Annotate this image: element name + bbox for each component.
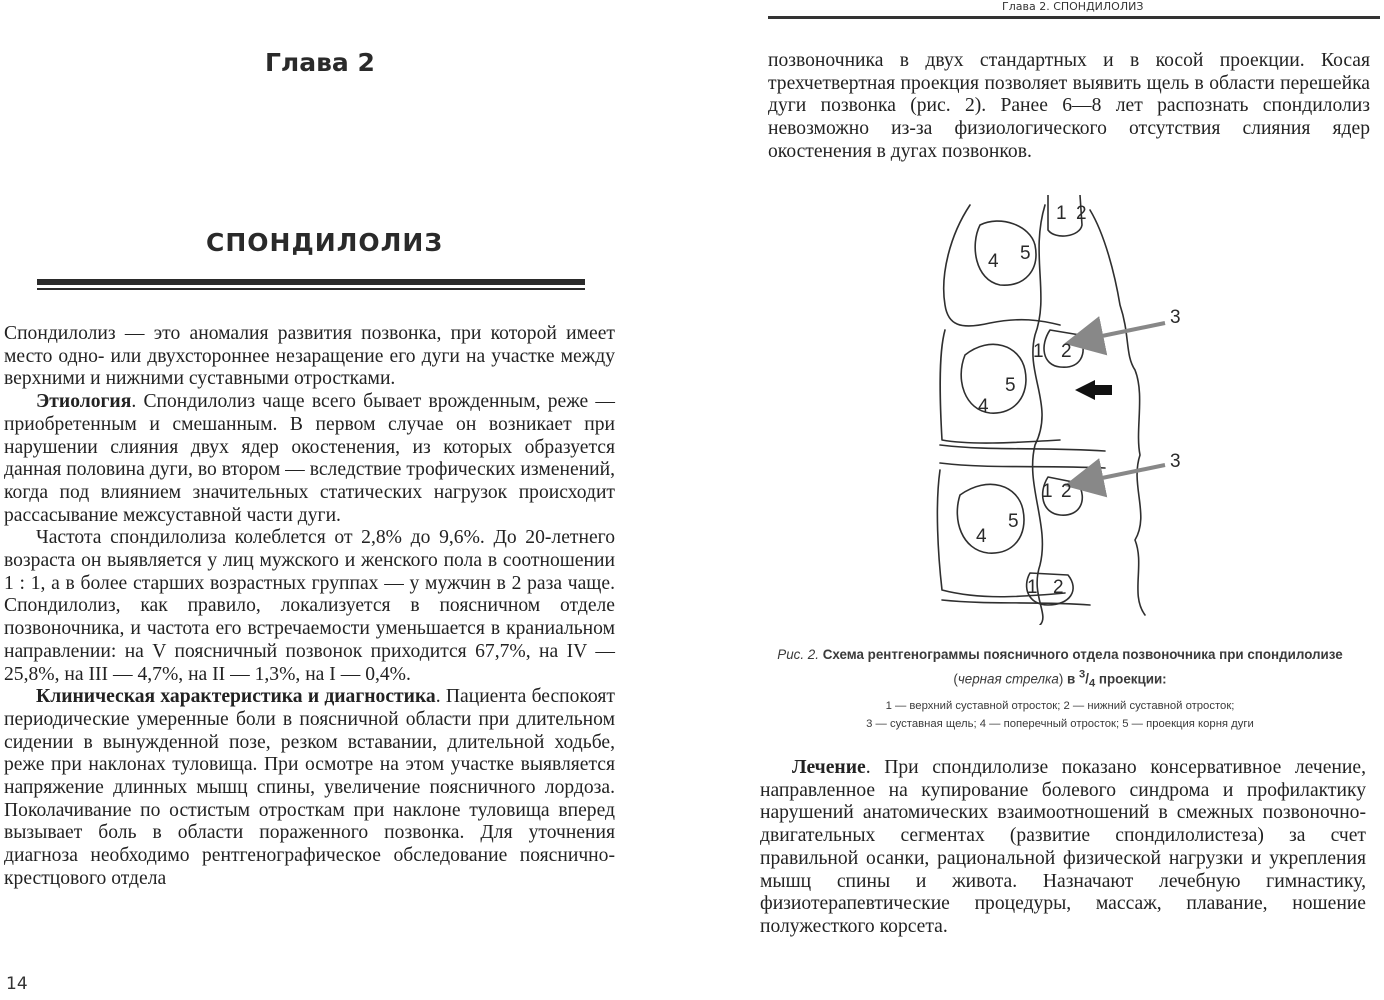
label-1-mid: 1: [1033, 341, 1044, 362]
label-1-bottom: 1: [1027, 577, 1038, 598]
chapter-label: Глава 2: [265, 48, 375, 77]
running-head: Глава 2. СПОНДИЛОЛИЗ: [1002, 0, 1144, 13]
gap-arrow-upper: [1068, 323, 1165, 343]
page-number: 14: [6, 974, 28, 994]
label-2-mid: 2: [1061, 341, 1072, 362]
clinic-heading: Клиническая характеристика и диагностика: [36, 686, 436, 708]
label-3-lower: 3: [1170, 451, 1181, 472]
frequency-paragraph: Частота спондилолиза колеблется от 2,8% до 9,6%. До 20-летнего возраста он выявляется у лиц мужского и женского пола в соотношении 1 : 1, а в более старших возрастных группах — у мужчин в 2 раза чаще. Спондилолиз, как правило, локализуется в поясничном отделе позвоночника, и частота его встречаемости уменьшается в краниальном направлении: на V поясничный позвонок приходится 67,7%, на IV — 25,8%, на III — 4,7%, на II — 1,3%, на I — 0,4%.: [4, 527, 615, 685]
label-2-bottom: 2: [1053, 577, 1064, 598]
black-arrow: [1075, 380, 1112, 400]
label-3-upper: 3: [1170, 307, 1181, 328]
right-top-text: [768, 50, 1370, 164]
caption-open: (: [953, 671, 958, 687]
label-1-top: 1: [1056, 203, 1067, 224]
etiology-paragraph: [4, 391, 615, 527]
continuation-paragraph: позвоночника в двух стандартных и в косой проекции. Косая трехчетвертная проекция позволяет выявить щель в области перешейка дуги позвонка (рис. 2). Ранее 6—8 лет распознать спондилолиз невозможно из-за физиологического отсутствия слияния ядер окостенения в дугах позвонков.: [768, 50, 1370, 162]
right-contour: [1090, 210, 1145, 615]
caption-main: Схема рентгенограммы поясничного отдела позвоночника при спондилолизе: [822, 647, 1343, 662]
caption-in: в: [1067, 671, 1076, 687]
left-page: [0, 0, 690, 1000]
fraction-num: 3: [1078, 669, 1086, 681]
right-page: [690, 0, 1384, 1000]
label-4-low: 4: [976, 526, 987, 547]
etiology-text: . Спондилолиз чаще всего бывает врожденным, реже — приобретенным и смешанным. В первом случае он возникает при нарушении слияния двух ядер окостенения, из которых образуется данная половина дуги, во втором — вследствие трофических изменений, когда под влиянием значительных статических нагрузок происходит рассасывание межсуставной части дуги.: [4, 391, 615, 526]
clinic-text: . Пациента беспокоят периодические умеренные боли в поясничной области при длительном сидении в вынужденной позе, резком вставании, длительной ходьбе, реже при наклонах туловища. При осмотре на этом участке выявляется напряжение длинных мышц спины, увеличение поясничного лордоза. Поколачивание по остистым отросткам при наклоне туловища вперед вызывает боль в области пораженного позвонка. Для уточнения диагноза необходимо рентгенографическое обследование пояснично-крестцового отдела: [4, 686, 615, 889]
label-4-top: 4: [988, 251, 999, 272]
label-4-mid: 4: [978, 396, 989, 417]
caption-italic: черная стрелка: [957, 671, 1059, 687]
label-1-low: 1: [1042, 481, 1053, 502]
treatment-heading: Лечение: [792, 757, 866, 778]
legend-line-1: 1 — верхний суставной отросток; 2 — нижний суставной отросток;: [885, 700, 1235, 713]
legend-line-2: 3 — суставная щель; 4 — поперечный отросток; 5 — проекция корня дуги: [866, 718, 1254, 731]
endplate-3: [942, 600, 1090, 605]
label-2-top: 2: [1076, 203, 1087, 224]
etiology-heading: Этиология: [36, 391, 132, 413]
caption-close: ): [1058, 671, 1064, 687]
right-bottom-text: [760, 757, 1366, 939]
treatment-text: . При спондилолизе показано консервативное лечение, направленное на купирование болевого синдрома и профилактику нарушений анатомических взаимоотношений в смежных позвоночно-двигательных сегментах (развитие спондилолистеза) за счет правильной осанки, рациональной физической нагрузки и укрепления мышц спины и живота. Назначают лечебную гимнастику, физиотерапевтические процедуры, массаж, плавание, ношение полужесткого корсета.: [760, 757, 1366, 937]
endplate-1: [940, 445, 1105, 451]
caption-title: [770, 645, 1350, 694]
figure-caption: [770, 645, 1350, 733]
title-rule-thick: [37, 279, 585, 285]
intro-paragraph: Спондилолиз — это аномалия развития позвонка, при которой имеет место одно- или двухстороннее незаращение его дуги на участке между верхними и нижними суставными отростками.: [4, 323, 615, 390]
clinic-paragraph: [4, 686, 615, 890]
treatment-paragraph: [760, 757, 1366, 939]
caption-end: проекции:: [1098, 671, 1167, 687]
label-5-low: 5: [1008, 511, 1019, 532]
chapter-title: СПОНДИЛОЛИЗ: [206, 228, 444, 257]
fraction-den: 4: [1088, 678, 1096, 691]
inner-contour: [1033, 205, 1045, 625]
label-5-top: 5: [1020, 243, 1031, 264]
spine-xray-diagram: [930, 195, 1210, 625]
caption-prefix: Рис. 2.: [777, 647, 819, 662]
title-rule-thin: [37, 288, 585, 290]
column-outline: [944, 205, 1060, 326]
label-5-mid: 5: [1005, 375, 1016, 396]
endplate-2: [940, 463, 1105, 468]
fraction-sep: /: [1085, 671, 1089, 687]
running-head-rule: [768, 16, 1380, 19]
caption-legend: [770, 697, 1350, 733]
label-2-low: 2: [1061, 481, 1072, 502]
left-body-text: [4, 323, 615, 891]
arch-loop-2: [961, 344, 1026, 413]
